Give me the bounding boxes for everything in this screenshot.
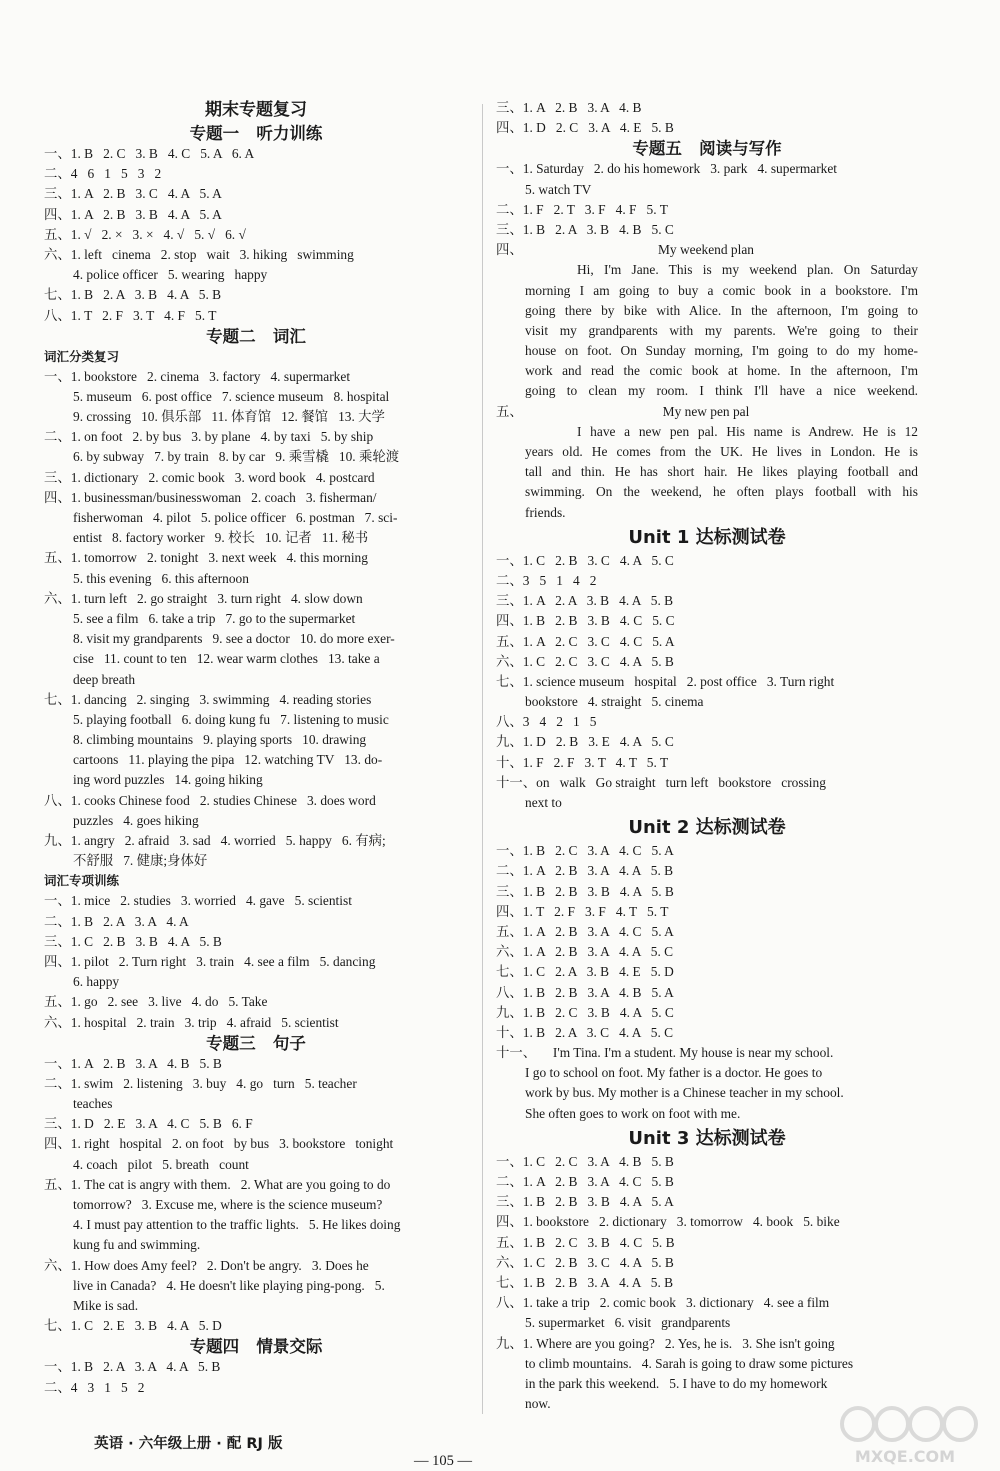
- essay-line: years old. He comes from the UK. He lives in London. He is: [525, 444, 918, 459]
- answer-line: 二、1. A 2. B 3. A 4. A 5. B: [496, 863, 674, 879]
- answer-line-continued: teaches: [73, 1096, 113, 1112]
- answer-line: 二、1. swim 2. listening 3. buy 4. go turn 5. teacher: [44, 1075, 357, 1091]
- question-number: 四、: [496, 242, 523, 258]
- essay-line: tall and thin. He has short hair. He likes playing football and: [525, 464, 918, 480]
- section-title: 期末专题复习: [205, 100, 307, 120]
- answer-line: 九、1. B 2. C 3. B 4. A 5. C: [496, 1004, 674, 1020]
- essay-line: going to clean my room. I think I'll have a nice weekend.: [525, 383, 918, 399]
- answer-line: 五、1. The cat is angry with them. 2. What are you going to do: [44, 1176, 391, 1192]
- section-title: 专题三 句子: [206, 1033, 306, 1053]
- answer-line: 七、1. B 2. B 3. A 4. A 5. B: [496, 1274, 674, 1290]
- page-footer: [84, 1416, 604, 1469]
- answer-line: 二、1. B 2. A 3. A 4. A: [44, 913, 189, 929]
- answer-line: 九、1. D 2. B 3. E 4. A 5. C: [496, 734, 674, 750]
- answer-line: 四、1. A 2. B 3. B 4. A 5. A: [44, 206, 222, 222]
- answer-line-continued: She often goes to work on foot with me.: [525, 1105, 741, 1121]
- answer-line-continued: cise 11. count to ten 12. wear warm clothes 13. take a: [73, 651, 380, 667]
- answer-line: 五、1. A 2. C 3. C 4. C 5. A: [496, 633, 675, 649]
- answer-line: 一、1. B 2. A 3. A 4. A 5. B: [44, 1359, 221, 1375]
- answer-line: 七、1. science museum hospital 2. post office 3. Turn right: [496, 673, 835, 689]
- answer-line: 五、1. B 2. C 3. B 4. C 5. B: [496, 1234, 675, 1250]
- answer-line: 十、1. B 2. A 3. C 4. A 5. C: [496, 1024, 674, 1040]
- answer-line-continued: 6. happy: [73, 974, 120, 990]
- answer-line: 八、3 4 2 1 5: [496, 714, 597, 730]
- answer-line-continued: 8. climbing mountains 9. playing sports 10. drawing: [73, 732, 367, 748]
- answer-line: 六、1. left cinema 2. stop wait 3. hiking swimming: [44, 246, 354, 262]
- answer-line-continued: cartoons 11. playing the pipa 12. watching TV 13. do-: [73, 752, 383, 768]
- answer-line-continued: 5. supermarket 6. visit grandparents: [525, 1315, 731, 1331]
- answer-line: 六、1. turn left 2. go straight 3. turn right 4. slow down: [44, 590, 363, 606]
- essay-line: I have a new pen pal. His name is Andrew. He is 12: [577, 423, 918, 439]
- answer-line: 五、1. go 2. see 3. live 4. do 5. Take: [44, 994, 268, 1010]
- answer-line: 六、1. A 2. B 3. A 4. A 5. C: [496, 944, 674, 960]
- answer-line-continued: 4. police officer 5. wearing happy: [73, 267, 268, 283]
- answer-line-continued: 5. see a film 6. take a trip 7. go to the supermarket: [73, 610, 356, 626]
- question-number: 五、: [496, 403, 523, 419]
- answer-line-continued: 5. this evening 6. this afternoon: [73, 570, 249, 586]
- answer-line-continued: ing word puzzles 14. going hiking: [73, 772, 263, 788]
- answer-line-continued: 4. I must pay attention to the traffic lights. 5. He likes doing: [73, 1217, 401, 1233]
- answer-line-continued: 5. museum 6. post office 7. science museum 8. hospital: [73, 388, 390, 404]
- answer-line: 三、1. B 2. A 3. B 4. B 5. C: [496, 221, 674, 237]
- answer-line: 一、1. C 2. C 3. A 4. B 5. B: [496, 1153, 674, 1169]
- section-title: 专题二 词汇: [206, 326, 306, 346]
- section-title: 专题一 听力训练: [189, 124, 323, 143]
- answer-line: 九、1. Where are you going? 2. Yes, he is. 3. She isn't going: [496, 1335, 835, 1351]
- left-column: [44, 98, 468, 1398]
- answer-line: 四、1. D 2. C 3. A 4. E 5. B: [496, 120, 674, 136]
- answer-line-continued: 8. visit my grandparents 9. see a doctor 10. do more exer-: [73, 631, 395, 647]
- unit-title: Unit 2 达标测试卷: [628, 817, 786, 839]
- answer-line: 七、1. dancing 2. singing 3. swimming 4. reading stories: [44, 691, 372, 707]
- essay-line: going there by bike with Alice. In the afternoon, I'm going to: [525, 302, 918, 318]
- answer-line-continued: Mike is sad.: [73, 1297, 139, 1313]
- answer-line: 四、1. B 2. B 3. B 4. C 5. C: [496, 613, 675, 629]
- answer-line-continued: tomorrow? 3. Excuse me, where is the science museum?: [73, 1197, 383, 1212]
- answer-line-continued: deep breath: [73, 671, 136, 687]
- answer-line: 三、1. D 2. E 3. A 4. C 5. B 6. F: [44, 1116, 253, 1132]
- answer-line: 八、1. take a trip 2. comic book 3. dictionary 4. see a film: [496, 1295, 830, 1311]
- answer-line: 三、1. A 2. B 3. A 4. B: [496, 100, 642, 115]
- answer-line: 八、1. T 2. F 3. T 4. F 5. T: [44, 307, 217, 323]
- answer-line: 二、1. F 2. T 3. F 4. F 5. T: [496, 201, 668, 217]
- unit-title: Unit 1 达标测试卷: [628, 526, 786, 548]
- answer-line: 六、1. C 2. C 3. C 4. A 5. B: [496, 653, 674, 669]
- essay-heading: [496, 240, 918, 260]
- answer-line: 一、1. A 2. B 3. A 4. B 5. B: [44, 1055, 222, 1071]
- answer-line-continued: entist 8. factory worker 9. 校长 10. 记者 11. 秘书: [73, 530, 369, 546]
- footer-book-info: 英语 · 六年级上册 · 配 RJ 版: [94, 1436, 283, 1452]
- answer-line-continued: next to: [525, 795, 562, 810]
- unit-title: Unit 3 达标测试卷: [628, 1127, 786, 1149]
- answer-line: 十、1. F 2. F 3. T 4. T 5. T: [496, 754, 669, 770]
- answer-line: 三、1. C 2. B 3. B 4. A 5. B: [44, 933, 222, 949]
- answer-line: 五、1. √ 2. × 3. × 4. √ 5. √ 6. √: [44, 226, 246, 242]
- answer-line-continued: 9. crossing 10. 俱乐部 11. 体育馆 12. 餐馆 13. 大学: [73, 409, 385, 425]
- essay-line: house on foot. On Sunday morning, I'm going to do my home-: [525, 343, 918, 359]
- essay-line: morning I am going to buy a comic book in a bookstore. I'm: [525, 282, 918, 298]
- essay-title: My weekend plan: [658, 242, 754, 258]
- subsection-title: 词汇专项训练: [44, 873, 120, 889]
- answer-line: 二、1. A 2. B 3. A 4. C 5. B: [496, 1174, 674, 1189]
- answer-line: 三、1. A 2. B 3. C 4. A 5. A: [44, 186, 222, 202]
- section-title: 专题四 情景交际: [189, 1337, 323, 1357]
- essay-heading: [496, 402, 918, 422]
- answer-line: 七、1. B 2. A 3. B 4. A 5. B: [44, 287, 222, 303]
- answer-line-continued: in the park this weekend. 5. I have to do my homework: [525, 1375, 828, 1391]
- column-divider: [482, 104, 483, 1414]
- answer-line: 四、1. bookstore 2. dictionary 3. tomorrow 4. book 5. bike: [496, 1214, 840, 1230]
- page-number: — 105 —: [414, 1453, 472, 1469]
- answer-line: 十一、 I'm Tina. I'm a student. My house is near my school.: [496, 1045, 834, 1061]
- essay-line: Hi, I'm Jane. This is my weekend plan. On Saturday: [577, 262, 918, 278]
- answer-line: 十一、on walk Go straight turn left bookstore crossing: [496, 774, 826, 790]
- answer-line: 一、1. Saturday 2. do his homework 3. park 4. supermarket: [496, 161, 838, 177]
- answer-line: 一、1. bookstore 2. cinema 3. factory 4. supermarket: [44, 368, 351, 384]
- answer-line: 三、1. A 2. A 3. B 4. A 5. B: [496, 593, 674, 609]
- answer-line-continued: 不舒服 7. 健康;身体好: [73, 853, 208, 869]
- answer-line: 四、1. T 2. F 3. F 4. T 5. T: [496, 903, 669, 919]
- answer-line-continued: work by bus. My mother is a Chinese teacher in my school.: [525, 1085, 844, 1101]
- answer-line-continued: kung fu and swimming.: [73, 1237, 201, 1253]
- answer-line: 四、1. right hospital 2. on foot by bus 3. bookstore tonight: [44, 1136, 394, 1152]
- essay-title: My new pen pal: [662, 403, 750, 419]
- essay-line: swimming. On the weekend, he often plays football with his: [525, 484, 918, 500]
- answer-line-continued: 5. playing football 6. doing kung fu 7. listening to music: [73, 711, 389, 727]
- answer-line: 六、1. C 2. B 3. C 4. A 5. B: [496, 1254, 674, 1270]
- answer-line-continued: live in Canada? 4. He doesn't like playing ping-pong. 5.: [73, 1277, 385, 1293]
- right-column: [496, 98, 918, 1414]
- answer-line-continued: puzzles 4. goes hiking: [73, 812, 199, 828]
- answer-line-continued: 6. by subway 7. by train 8. by car 9. 乘雪橇 10. 乘轮渡: [73, 449, 400, 465]
- answer-line: 七、1. C 2. A 3. B 4. E 5. D: [496, 964, 674, 980]
- essay-line: work and read the comic book at home. In the afternoon, I'm: [525, 363, 918, 379]
- answer-line-continued: bookstore 4. straight 5. cinema: [525, 694, 704, 710]
- essay-line: visit my grandparents with my parents. We're going to their: [525, 322, 918, 338]
- answer-line: 八、1. cooks Chinese food 2. studies Chinese 3. does word: [44, 792, 376, 808]
- essay-line: friends.: [525, 504, 566, 520]
- answer-line-continued: 4. coach pilot 5. breath count: [73, 1156, 249, 1172]
- answer-line: 五、1. tomorrow 2. tonight 3. next week 4. this morning: [44, 550, 368, 566]
- answer-line: 三、1. dictionary 2. comic book 3. word book 4. postcard: [44, 469, 375, 485]
- answer-line: 三、1. B 2. B 3. B 4. A 5. A: [496, 1194, 674, 1210]
- answer-line: 一、1. C 2. B 3. C 4. A 5. C: [496, 552, 674, 568]
- section-title: 专题五 阅读与写作: [632, 139, 782, 159]
- watermark-logo: [830, 1398, 980, 1468]
- answer-line: 一、1. B 2. C 3. B 4. C 5. A 6. A: [44, 146, 255, 161]
- answer-line: 二、4 6 1 5 3 2: [44, 166, 162, 182]
- answer-line: 二、4 3 1 5 2: [44, 1379, 145, 1395]
- answer-line: 八、1. B 2. B 3. A 4. B 5. A: [496, 984, 674, 1000]
- answer-line-continued: to climb mountains. 4. Sarah is going to draw some pictures: [525, 1355, 854, 1371]
- answer-line: 二、3 5 1 4 2: [496, 572, 597, 588]
- answer-line: 一、1. mice 2. studies 3. worried 4. gave 5. scientist: [44, 893, 352, 909]
- answer-line: 五、1. A 2. B 3. A 4. C 5. A: [496, 923, 674, 939]
- answer-line: 六、1. hospital 2. train 3. trip 4. afraid 5. scientist: [44, 1014, 339, 1030]
- subsection-title: 词汇分类复习: [44, 348, 120, 364]
- answer-line-continued: fisherwoman 4. pilot 5. police officer 6. postman 7. sci-: [73, 510, 398, 525]
- answer-line-continued: 5. watch TV: [525, 181, 592, 197]
- answer-line: 九、1. angry 2. afraid 3. sad 4. worried 5. happy 6. 有病;: [44, 833, 386, 848]
- answer-line-continued: I go to school on foot. My father is a doctor. He goes to: [525, 1065, 823, 1081]
- answer-line: 六、1. How does Amy feel? 2. Don't be angry. 3. Does he: [44, 1257, 369, 1273]
- watermark-text: MXQE.COM: [854, 1447, 956, 1466]
- answer-line: 七、1. C 2. E 3. B 4. A 5. D: [44, 1318, 222, 1334]
- answer-line: 一、1. B 2. C 3. A 4. C 5. A: [496, 843, 674, 859]
- answer-line: 四、1. pilot 2. Turn right 3. train 4. see a film 5. dancing: [44, 953, 376, 969]
- answer-line-continued: now.: [525, 1396, 551, 1412]
- answer-line: 四、1. businessman/businesswoman 2. coach 3. fisherman/: [44, 489, 377, 505]
- answer-line: 二、1. on foot 2. by bus 3. by plane 4. by taxi 5. by ship: [44, 429, 374, 445]
- answer-line: 三、1. B 2. B 3. B 4. A 5. B: [496, 883, 674, 899]
